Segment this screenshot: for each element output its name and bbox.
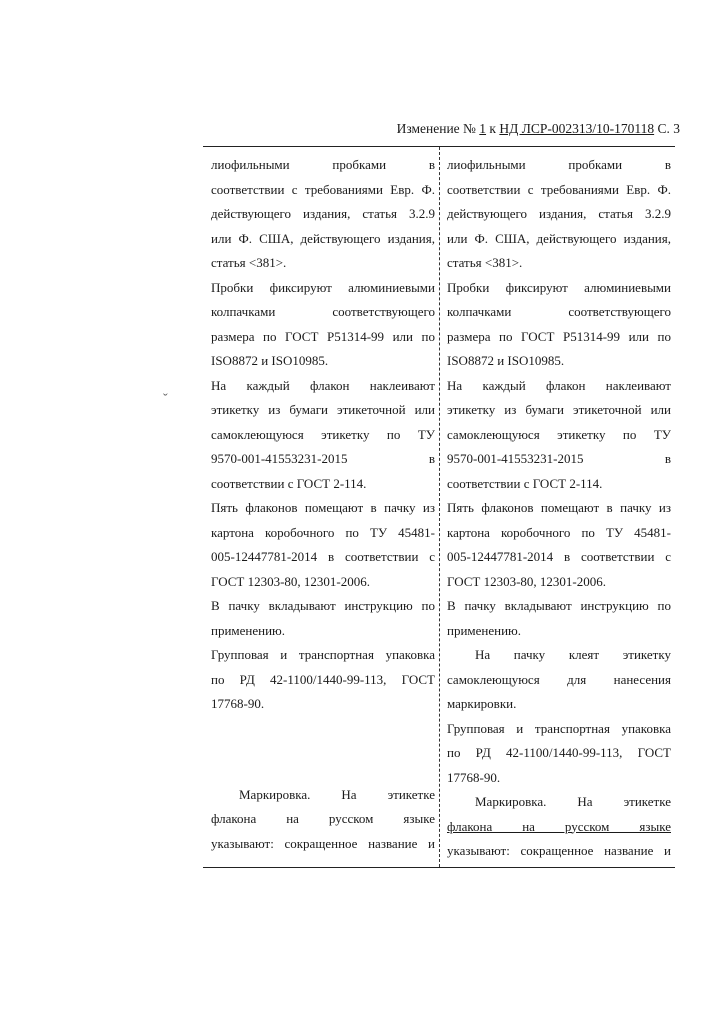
- text-line: Пять флаконов помещают в пачку из: [447, 500, 671, 515]
- text-line: ГОСТ 12303-80, 12301-2006.: [447, 573, 607, 589]
- text-line: 005-12447781-2014 в соответствии с: [211, 549, 435, 564]
- header-page: С. 3: [654, 121, 680, 136]
- text-line: этикетку из бумаги этикеточной или: [447, 402, 671, 417]
- text-line: указывают: сокращенное название и: [211, 835, 435, 851]
- column-divider: [439, 147, 440, 867]
- text-line: Маркировка. На этикетке: [475, 794, 671, 809]
- text-line: 005-12447781-2014 в соответствии с: [447, 549, 671, 564]
- header-mid: к: [486, 121, 500, 136]
- text-line: 17768-90.: [447, 769, 501, 785]
- text-line: колпачками соответствующего: [447, 304, 671, 319]
- text-line: Пять флаконов помещают в пачку из: [211, 500, 435, 515]
- text-line: Групповая и транспортная упаковка: [447, 720, 671, 736]
- text-line: Маркировка. На этикетке: [239, 786, 435, 802]
- text-line: статья <381>.: [211, 255, 287, 270]
- text-line: лиофильными пробками в: [447, 157, 671, 172]
- text-line: флакона на русском языке: [447, 818, 671, 834]
- text-line: самоклеющуюся этикетку по ТУ: [447, 426, 671, 442]
- text-line: или Ф. США, действующего издания,: [447, 230, 671, 246]
- header-prefix: Изменение №: [396, 121, 480, 136]
- text-line: по РД 42-1100/1440-99-113, ГОСТ: [447, 745, 671, 760]
- text-line: 9570-001-41553231-2015 в: [447, 451, 671, 466]
- header-change-number: 1: [479, 121, 487, 136]
- text-line: 9570-001-41553231-2015 в: [211, 451, 435, 466]
- text-line: действующего издания, статья 3.2.9: [211, 206, 435, 221]
- text-line: Пробки фиксируют алюминиевыми: [447, 279, 671, 295]
- text-line: соответствии с требованиями Евр. Ф.: [447, 181, 671, 197]
- text-line: статья <381>.: [447, 255, 523, 270]
- text-line: ГОСТ 12303-80, 12301-2006.: [211, 573, 371, 589]
- text-line: соответствии с ГОСТ 2-114.: [211, 475, 367, 491]
- text-line: по РД 42-1100/1440-99-113, ГОСТ: [211, 671, 435, 687]
- text-line: соответствии с требованиями Евр. Ф.: [211, 181, 435, 197]
- text-line: На каждый флакон наклеивают: [447, 377, 671, 393]
- text-line: размера по ГОСТ Р51314-99 или по: [211, 328, 435, 344]
- margin-mark: ˇ: [163, 392, 168, 407]
- text-line: лиофильными пробками в: [211, 157, 435, 172]
- text-line: флакона на русском языке: [211, 811, 435, 826]
- text-line: В пачку вкладывают инструкцию по: [447, 598, 671, 613]
- text-line: Групповая и транспортная упаковка: [211, 647, 435, 662]
- comparison-table: [203, 146, 675, 868]
- right-column: [447, 153, 671, 864]
- text-line: картона коробочного по ТУ 45481-: [211, 524, 435, 540]
- spacer: [211, 717, 435, 783]
- text-line: На пачку клеят этикетку: [475, 647, 671, 662]
- text-line: самоклеющуюся этикетку по ТУ: [211, 426, 435, 442]
- left-column: [211, 153, 435, 856]
- text-line: В пачку вкладывают инструкцию по: [211, 598, 435, 613]
- text-line: применению.: [447, 622, 522, 638]
- text-line: действующего издания, статья 3.2.9: [447, 206, 671, 221]
- text-line: 17768-90.: [211, 696, 265, 711]
- text-line: размера по ГОСТ Р51314-99 или по: [447, 328, 671, 344]
- text-line: На каждый флакон наклеивают: [211, 377, 435, 393]
- page-header: [300, 121, 680, 137]
- text-line: ISO8872 и ISO10985.: [211, 353, 329, 368]
- header-doc-id: НД ЛСР-002313/10-170118: [499, 121, 655, 136]
- text-line: Пробки фиксируют алюминиевыми: [211, 279, 435, 295]
- text-line: применению.: [211, 622, 286, 638]
- text-line: или Ф. США, действующего издания,: [211, 230, 435, 246]
- text-line: самоклеющуюся для нанесения: [447, 671, 671, 687]
- text-line: картона коробочного по ТУ 45481-: [447, 524, 671, 540]
- text-line: ISO8872 и ISO10985.: [447, 353, 565, 368]
- text-line: соответствии с ГОСТ 2-114.: [447, 475, 603, 491]
- text-line: маркировки.: [447, 696, 517, 711]
- text-line: указывают: сокращенное название и: [447, 843, 671, 858]
- text-line: этикетку из бумаги этикеточной или: [211, 402, 435, 417]
- text-line: колпачками соответствующего: [211, 304, 435, 319]
